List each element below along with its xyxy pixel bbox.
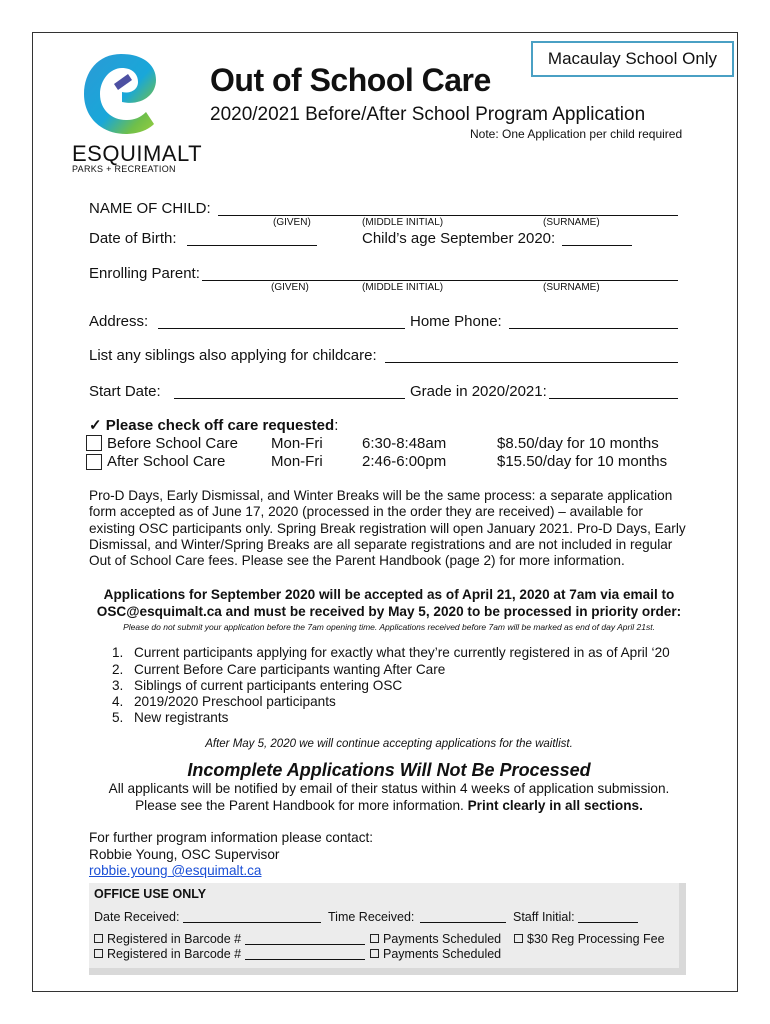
parent-label: Enrolling Parent: bbox=[89, 265, 200, 282]
surname-caption: (SURNAME) bbox=[543, 217, 600, 228]
prod-days-paragraph: Pro-D Days, Early Dismissal, and Winter Breaks will be the same process: a separate application form accepted as of June 17, 2020 (processed in the order they are received) – available for existing OSC participants only. Spring Break registration will open January 2021. Pro-D Days, Early Dismissal, and Winter/Spring Breaks are all separate registrations and are not included in regular Out of School Care fees. Please see the Parent Handbook (page 2) for more information. bbox=[89, 488, 686, 569]
page-title: Out of School Care bbox=[210, 62, 491, 98]
date-received-label: Date Received: bbox=[94, 910, 180, 924]
reg-fee-row bbox=[514, 932, 665, 946]
age-field[interactable] bbox=[562, 245, 632, 246]
after-school-days: Mon-Fri bbox=[271, 453, 323, 470]
handbook-line bbox=[89, 798, 689, 813]
address-label: Address: bbox=[89, 313, 149, 330]
after-school-time: 2:46-6:00pm bbox=[362, 453, 447, 470]
barcode-2-field[interactable] bbox=[245, 959, 365, 960]
payments-row-1 bbox=[370, 932, 501, 946]
parent-middle-caption: (MIDDLE INITIAL) bbox=[362, 282, 444, 293]
home-phone-field[interactable] bbox=[509, 328, 678, 329]
waitlist-note: After May 5, 2020 we will continue accepting applications for the waitlist. bbox=[205, 738, 573, 750]
parent-field[interactable] bbox=[202, 280, 678, 281]
middle-caption: (MIDDLE INITIAL) bbox=[362, 217, 444, 228]
given-caption: (GIVEN) bbox=[273, 217, 311, 228]
page-subtitle: 2020/2021 Before/After School Program Application bbox=[210, 104, 646, 125]
siblings-label: List any siblings also applying for childcare: bbox=[89, 347, 377, 364]
payments-1-label: Payments Scheduled bbox=[383, 932, 502, 946]
priority-item-4: 2019/2020 Preschool participants bbox=[134, 694, 336, 709]
grade-field[interactable] bbox=[549, 398, 678, 399]
registered-row-1 bbox=[94, 932, 241, 946]
logo-subtitle: PARKS + RECREATION bbox=[72, 164, 176, 174]
child-name-label: NAME OF CHILD: bbox=[89, 200, 211, 217]
priority-number-5: 5. bbox=[112, 710, 124, 725]
time-received-field[interactable] bbox=[420, 922, 506, 923]
dob-field[interactable] bbox=[187, 245, 317, 246]
care-heading-text: ✓ Please check off care requested bbox=[89, 417, 335, 434]
payments-1-checkbox[interactable] bbox=[370, 934, 379, 943]
print-clearly: Print clearly in all sections. bbox=[467, 798, 643, 813]
parent-given-caption: (GIVEN) bbox=[271, 282, 309, 293]
application-note: Note: One Application per child required bbox=[470, 127, 683, 141]
office-use-heading: OFFICE USE ONLY bbox=[94, 887, 207, 901]
start-date-label: Start Date: bbox=[89, 383, 161, 400]
payments-row-2 bbox=[370, 947, 501, 961]
time-received-label: Time Received: bbox=[328, 910, 415, 924]
home-phone-label: Home Phone: bbox=[410, 313, 502, 330]
barcode-1-field[interactable] bbox=[245, 944, 365, 945]
contact-email-link[interactable]: robbie.young @esquimalt.ca bbox=[89, 863, 262, 878]
reg-fee-checkbox[interactable] bbox=[514, 934, 523, 943]
priority-number-4: 4. bbox=[112, 694, 124, 709]
age-label: Child’s age September 2020: bbox=[362, 230, 556, 247]
after-school-checkbox[interactable] bbox=[86, 454, 102, 470]
parent-surname-caption: (SURNAME) bbox=[543, 282, 600, 293]
payments-2-label: Payments Scheduled bbox=[383, 947, 502, 961]
before-school-days: Mon-Fri bbox=[271, 435, 323, 452]
registered-1-checkbox[interactable] bbox=[94, 934, 103, 943]
priority-item-3: Siblings of current participants entering OSC bbox=[134, 678, 403, 693]
siblings-field[interactable] bbox=[385, 362, 678, 363]
priority-item-2: Current Before Care participants wanting After Care bbox=[134, 662, 446, 677]
date-received-field[interactable] bbox=[183, 922, 321, 923]
address-field[interactable] bbox=[158, 328, 405, 329]
before-school-checkbox[interactable] bbox=[86, 435, 102, 451]
reg-fee-label: $30 Reg Processing Fee bbox=[527, 932, 665, 946]
care-heading bbox=[89, 416, 338, 434]
before-school-time: 6:30-8:48am bbox=[362, 435, 447, 452]
logo-name: ESQUIMALT bbox=[72, 141, 203, 166]
before-school-price: $8.50/day for 10 months bbox=[497, 435, 659, 452]
contact-line-1: For further program information please contact: bbox=[89, 830, 374, 845]
start-date-field[interactable] bbox=[174, 398, 405, 399]
care-heading-colon: : bbox=[334, 417, 339, 434]
registered-1-label: Registered in Barcode # bbox=[107, 932, 242, 946]
child-name-field[interactable] bbox=[218, 215, 678, 216]
priority-number-2: 2. bbox=[112, 662, 124, 677]
registered-2-checkbox[interactable] bbox=[94, 949, 103, 958]
incomplete-heading: Incomplete Applications Will Not Be Processed bbox=[187, 760, 591, 780]
opening-time-warning: Please do not submit your application before the 7am opening time. Applications received before 7am will be marked as end of day April 21st. bbox=[123, 622, 655, 632]
contact-line-2: Robbie Young, OSC Supervisor bbox=[89, 847, 280, 862]
apply-line-1: Applications for September 2020 will be accepted as of April 21, 2020 at 7am via email to bbox=[103, 587, 675, 602]
grade-label: Grade in 2020/2021: bbox=[410, 383, 547, 400]
before-school-label: Before School Care bbox=[107, 435, 238, 452]
priority-item-1: Current participants applying for exactly what they’re currently registered in as of April ‘20 bbox=[134, 645, 670, 660]
registered-2-label: Registered in Barcode # bbox=[107, 947, 242, 961]
school-badge: Macaulay School Only bbox=[531, 41, 734, 77]
staff-initial-field[interactable] bbox=[578, 922, 638, 923]
priority-number-3: 3. bbox=[112, 678, 124, 693]
staff-initial-label: Staff Initial: bbox=[513, 910, 575, 924]
priority-number-1: 1. bbox=[112, 645, 124, 660]
after-school-price: $15.50/day for 10 months bbox=[497, 453, 668, 470]
registered-row-2 bbox=[94, 947, 241, 961]
notify-line: All applicants will be notified by email of their status within 4 weeks of application submission. bbox=[108, 781, 670, 796]
handbook-text: Please see the Parent Handbook for more information. bbox=[135, 798, 468, 813]
after-school-label: After School Care bbox=[107, 453, 226, 470]
priority-item-5: New registrants bbox=[134, 710, 229, 725]
apply-line-2: OSC@esquimalt.ca and must be received by May 5, 2020 to be processed in priority order: bbox=[96, 604, 682, 619]
payments-2-checkbox[interactable] bbox=[370, 949, 379, 958]
dob-label: Date of Birth: bbox=[89, 230, 177, 247]
esquimalt-logo-icon bbox=[80, 50, 162, 138]
